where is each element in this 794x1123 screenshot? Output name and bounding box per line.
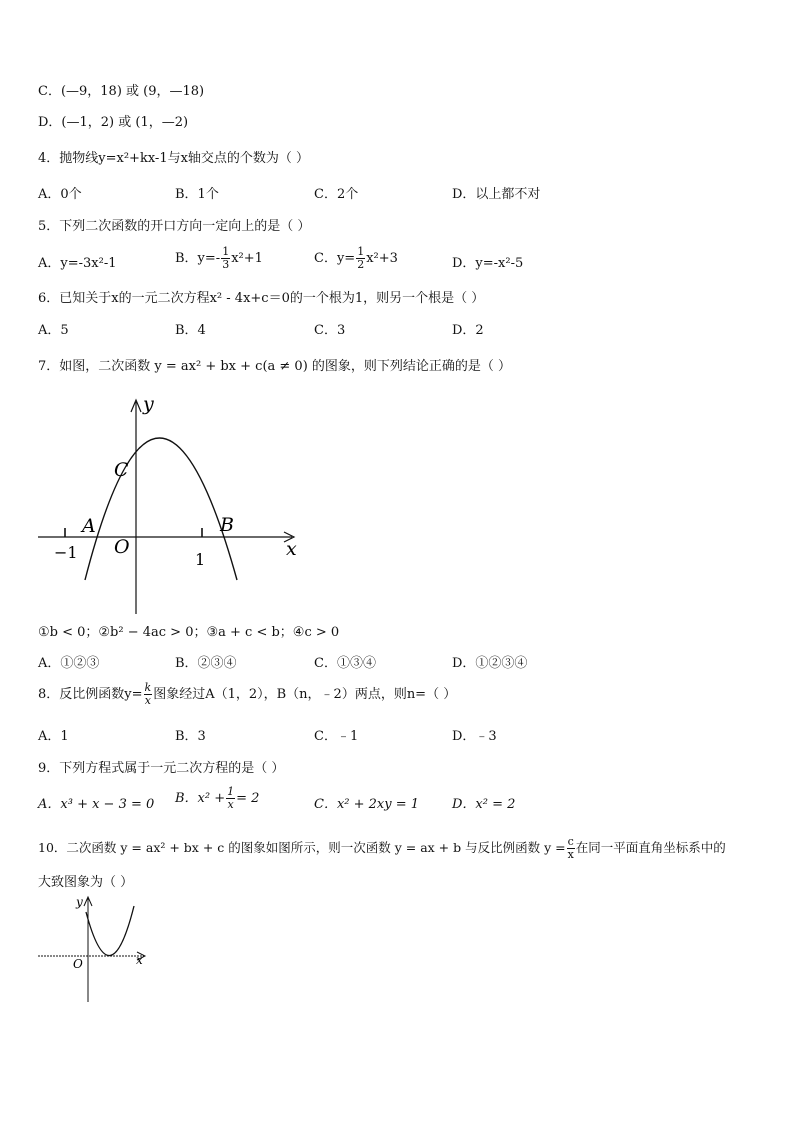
fraction-denominator: x [227, 798, 234, 811]
q8-option-d: D．﹣3 [452, 729, 497, 744]
y-axis-label: y [76, 895, 83, 909]
q5-option-c-suffix: x²+3 [366, 251, 398, 266]
point-a-label: A [82, 515, 96, 537]
q9-option-b [175, 786, 259, 811]
neg-one-label: −1 [54, 543, 78, 562]
question-4: 4．抛物线y=x²+kx-1与x轴交点的个数为（ ） [38, 151, 310, 166]
one-label: 1 [195, 550, 206, 569]
origin-label: O [73, 957, 83, 971]
q3-option-c: C．(—9，18) 或 (9，—18) [38, 84, 205, 99]
question-9: 9．下列方程式属于一元二次方程的是（ ） [38, 761, 285, 776]
fraction-denominator: 2 [357, 258, 365, 271]
fraction-numerator: 1 [227, 785, 235, 798]
q7-statements: ①b < 0；②b² − 4ac > 0；③a + c < b；④c > 0 [38, 625, 340, 640]
q5-option-c-fraction [356, 246, 365, 271]
q9-option-a: A．x³ + x − 3 = 0 [38, 797, 155, 812]
q8-prefix: 8．反比例函数y= [38, 687, 143, 702]
q6-option-b: B．4 [175, 323, 206, 338]
q5-option-b-suffix: x²+1 [231, 251, 263, 266]
q7-parabola-figure [30, 390, 310, 620]
x-axis-label: x [286, 538, 297, 560]
fraction-numerator: 1 [357, 245, 365, 258]
question-6: 6．已知关于x的一元二次方程x² - 4x+c＝0的一个根为1，则另一个根是（ ） [38, 291, 485, 306]
q5-option-b [175, 246, 263, 271]
q10-text-part-1: 10．二次函数 y = ax² + bx + c 的图象如图所示，则一次函数 y = ax + b 与反比例函数 y = [38, 840, 566, 855]
q4-option-d: D．以上都不对 [452, 187, 541, 202]
fraction-numerator: k [144, 681, 152, 694]
q6-option-d: D．2 [452, 323, 484, 338]
q6-option-c: C．3 [314, 323, 346, 338]
question-8 [38, 682, 456, 707]
x-axis-label: x [136, 953, 143, 967]
q10-parabola-figure [36, 892, 156, 1004]
q8-option-b: B．3 [175, 729, 206, 744]
fraction-denominator: x [144, 694, 151, 707]
q4-option-b: B．1个 [175, 187, 219, 202]
q7-option-d: D．①②③④ [452, 656, 528, 671]
q5-option-d: D．y=-x²-5 [452, 256, 524, 271]
q9-option-b-fraction [226, 786, 235, 811]
question-5: 5．下列二次函数的开口方向一定向上的是（ ） [38, 219, 311, 234]
q9-option-b-prefix: B．x² + [175, 791, 226, 806]
q5-option-b-fraction [221, 246, 230, 271]
point-c-label: C [114, 459, 129, 481]
q7-option-b: B．②③④ [175, 656, 237, 671]
point-b-label: B [220, 514, 234, 536]
q10-fraction [567, 836, 575, 861]
fraction-numerator: c [567, 835, 574, 848]
q5-option-b-prefix: B．y=- [175, 251, 221, 266]
q9-option-b-suffix: = 2 [236, 791, 260, 806]
q6-option-a: A．5 [38, 323, 69, 338]
q10-text-part-2: 在同一平面直角坐标系中的 [575, 840, 726, 855]
question-7: 7．如图，二次函数 y = ax² + bx + c(a ≠ 0) 的图象，则下列结论正确的是（ ） [38, 359, 512, 374]
fraction-denominator: x [567, 848, 574, 861]
y-axis-label: y [143, 393, 154, 415]
parabola-curve [86, 906, 134, 956]
q8-option-a: A．1 [38, 729, 69, 744]
q8-option-c: C．﹣1 [314, 729, 359, 744]
q7-option-a: A．①②③ [38, 656, 100, 671]
q7-option-c: C．①③④ [314, 656, 376, 671]
origin-label: O [114, 536, 130, 558]
q3-option-d: D．(—1，2) 或 (1，—2) [38, 115, 189, 130]
fraction-denominator: 3 [222, 258, 230, 271]
q5-option-c [314, 246, 398, 271]
q5-option-c-prefix: C．y= [314, 251, 356, 266]
q9-option-c: C．x² + 2xy = 1 [314, 797, 420, 812]
q10-continuation: 大致图象为（ ） [38, 875, 134, 890]
q4-option-c: C．2个 [314, 187, 359, 202]
q9-option-d: D．x² = 2 [452, 797, 516, 812]
q4-option-a: A．0个 [38, 187, 82, 202]
q8-fraction [144, 682, 153, 707]
q8-suffix: 图象经过A（1，2），B（n，﹣2）两点，则n=（ ） [153, 687, 457, 702]
q5-option-a: A．y=-3x²-1 [38, 256, 117, 271]
parabola-curve [85, 438, 237, 580]
question-10 [38, 836, 726, 861]
fraction-numerator: 1 [222, 245, 230, 258]
